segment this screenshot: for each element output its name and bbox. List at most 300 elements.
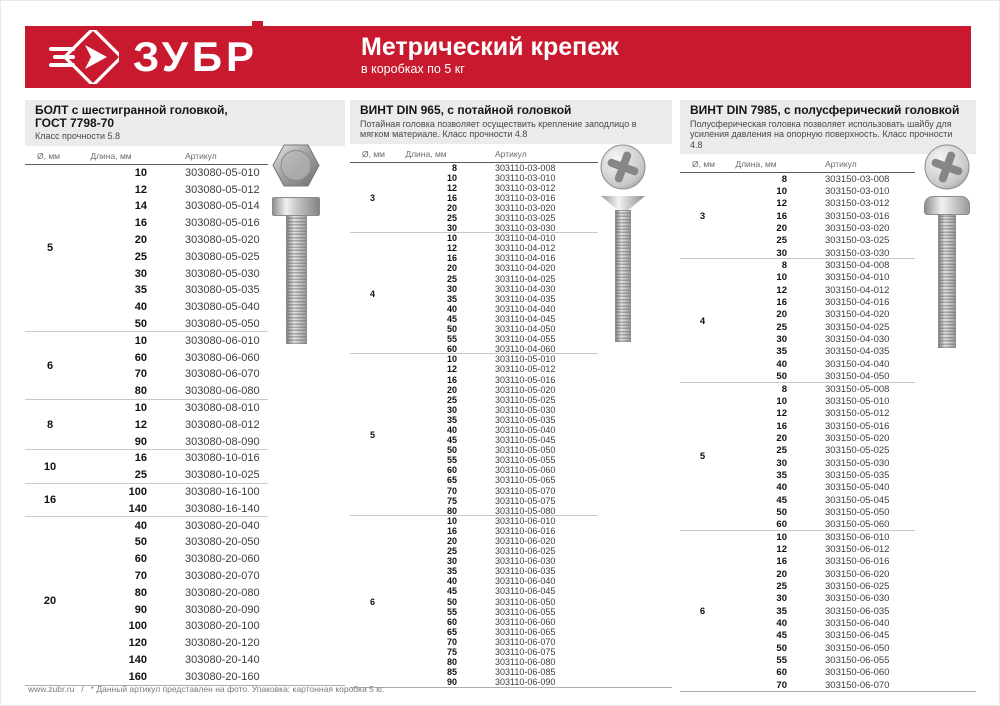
length-value: 45 (776, 494, 787, 506)
table-row (725, 494, 976, 506)
header-title-block (361, 33, 619, 77)
article-value: 303080-06-070 (185, 368, 260, 381)
length-value: 50 (776, 642, 787, 654)
footer-note: * Данный артикул представлен на фото. Упаковка: картонная коробка 5 кг. (90, 684, 385, 694)
hex-head-top-view-icon (271, 143, 321, 188)
length-value: 35 (446, 293, 457, 304)
column-header-diameter: Ø, мм (37, 150, 61, 161)
length-value: 16 (776, 210, 787, 222)
article-value: 303110-06-010 (495, 515, 556, 526)
section-title-line: БОЛТ с шестигранной головкой, (35, 103, 228, 117)
article-value: 303150-06-012 (825, 543, 890, 555)
length-value: 25 (446, 394, 457, 405)
article-value: 303110-06-040 (495, 576, 556, 587)
diameter-value: 20 (43, 595, 57, 608)
length-value: 40 (776, 482, 787, 494)
length-value: 35 (776, 605, 787, 617)
table-row (395, 506, 672, 516)
article-value: 303110-03-010 (495, 172, 556, 183)
length-value: 12 (776, 284, 787, 296)
column-header-length: Длина, мм (735, 159, 777, 169)
article-value: 303150-04-010 (825, 272, 890, 284)
article-value: 303080-05-012 (185, 183, 260, 196)
table-row (395, 627, 672, 637)
table-row (395, 597, 672, 607)
table-row (395, 667, 672, 677)
header-band (25, 26, 971, 88)
section-title-line: ГОСТ 7798-70 (35, 115, 115, 130)
article-value: 303150-05-010 (825, 395, 890, 407)
length-value: 35 (446, 566, 457, 577)
article-value: 303150-05-025 (825, 445, 890, 457)
table-row (395, 465, 672, 475)
article-value: 303080-20-070 (185, 570, 260, 583)
article-value: 303080-05-016 (185, 217, 260, 230)
table-row (75, 484, 345, 501)
length-value: 10 (134, 334, 147, 347)
countersunk-head-side (601, 196, 645, 210)
page-title: Метрический крепеж (361, 33, 619, 61)
length-value: 16 (134, 452, 147, 465)
hex-bolt-head-side (272, 197, 320, 216)
length-value: 120 (128, 637, 147, 650)
length-value: 30 (446, 556, 457, 567)
table-row (725, 630, 976, 642)
length-value: 50 (446, 596, 457, 607)
length-value: 35 (446, 414, 457, 425)
article-value: 303110-06-035 (495, 566, 556, 577)
table-row (725, 593, 976, 605)
length-value: 80 (446, 657, 457, 668)
column-header-length: Длина, мм (90, 150, 132, 161)
table-row (395, 566, 672, 576)
table-row (75, 534, 345, 551)
table-row (725, 482, 976, 494)
table-row (75, 467, 345, 484)
diameter-group (25, 484, 345, 518)
length-value: 140 (128, 502, 147, 515)
length-value: 70 (134, 570, 147, 583)
length-value: 12 (776, 543, 787, 555)
table-row (725, 679, 976, 691)
article-value: 303110-05-025 (495, 394, 556, 405)
length-value: 8 (781, 173, 787, 185)
article-value: 303110-04-060 (495, 344, 556, 355)
article-value: 303150-04-025 (825, 321, 890, 333)
table-row (75, 618, 345, 635)
length-value: 55 (776, 655, 787, 667)
article-value: 303150-03-008 (825, 173, 890, 185)
diameter-group (25, 517, 345, 685)
table-row (725, 580, 976, 592)
article-value: 303110-03-030 (495, 223, 556, 234)
table-row (725, 358, 976, 370)
length-value: 12 (446, 182, 457, 193)
length-value: 30 (776, 457, 787, 469)
article-value: 303080-05-040 (185, 301, 260, 314)
article-value: 303150-06-070 (825, 679, 890, 691)
article-value: 303110-06-065 (495, 626, 556, 637)
diameter-value: 6 (699, 605, 706, 617)
article-value: 303110-04-055 (495, 334, 556, 345)
length-value: 25 (776, 321, 787, 333)
length-value: 30 (446, 223, 457, 234)
table-row (75, 450, 345, 467)
table-row (395, 496, 672, 506)
length-value: 10 (446, 172, 457, 183)
article-value: 303110-04-030 (495, 283, 556, 294)
length-value: 55 (446, 334, 457, 345)
length-value: 25 (776, 235, 787, 247)
article-value: 303150-06-050 (825, 642, 890, 654)
length-value: 12 (134, 418, 147, 431)
article-value: 303080-10-016 (185, 452, 260, 465)
length-value: 10 (446, 354, 457, 365)
footer-separator: / (81, 684, 84, 694)
article-value: 303150-04-016 (825, 297, 890, 309)
section-title-line: ВИНТ DIN 7985, с полусферический головкой (690, 103, 960, 117)
article-value: 303110-03-020 (495, 202, 556, 213)
length-value: 20 (446, 202, 457, 213)
table-row (725, 371, 976, 383)
article-value: 303110-03-008 (495, 162, 556, 173)
article-value: 303080-10-025 (185, 469, 260, 482)
article-value: 303150-06-020 (825, 568, 890, 580)
table-row (395, 486, 672, 496)
length-value: 50 (446, 445, 457, 456)
length-value: 50 (776, 506, 787, 518)
article-value: 303080-20-060 (185, 553, 260, 566)
length-value: 60 (446, 616, 457, 627)
diameter-group (350, 354, 672, 516)
diameter-group (680, 531, 976, 691)
article-value: 303080-05-020 (185, 234, 260, 247)
article-value: 303150-06-030 (825, 593, 890, 605)
table-row (725, 469, 976, 481)
length-value: 60 (776, 667, 787, 679)
length-value: 20 (776, 223, 787, 235)
diameter-value: 4 (369, 288, 375, 299)
length-value: 16 (446, 525, 457, 536)
length-value: 10 (776, 531, 787, 543)
article-value: 303110-05-060 (495, 465, 556, 476)
length-value: 20 (446, 536, 457, 547)
zubr-logo-icon (47, 30, 119, 84)
length-value: 160 (128, 670, 147, 683)
table-row (395, 607, 672, 617)
table-row (395, 385, 672, 395)
article-value: 303110-05-070 (495, 485, 556, 496)
length-value: 30 (776, 334, 787, 346)
length-value: 12 (446, 364, 457, 375)
length-value: 30 (134, 267, 147, 280)
article-value: 303110-06-025 (495, 546, 556, 557)
diameter-value: 10 (43, 460, 57, 473)
article-value: 303150-05-030 (825, 457, 890, 469)
length-value: 40 (446, 303, 457, 314)
table-row (395, 364, 672, 374)
diameter-value: 6 (46, 360, 54, 373)
length-value: 12 (446, 243, 457, 254)
table-row (725, 642, 976, 654)
article-value: 303150-04-050 (825, 371, 890, 383)
length-value: 40 (446, 424, 457, 435)
hex-bolt-threaded-shaft (286, 216, 307, 344)
pan-head-screw-photo (922, 144, 972, 348)
table-row (75, 433, 345, 450)
length-value: 25 (446, 273, 457, 284)
table-row (725, 556, 976, 568)
length-value: 16 (776, 297, 787, 309)
diameter-value: 4 (699, 315, 706, 327)
article-value: 303080-16-140 (185, 502, 260, 515)
article-value: 303080-05-010 (185, 166, 260, 179)
length-value: 16 (446, 253, 457, 264)
article-value: 303110-06-070 (495, 636, 556, 647)
table-row (395, 637, 672, 647)
section-title (690, 104, 966, 117)
table-row (725, 506, 976, 518)
article-value: 303110-05-035 (495, 414, 556, 425)
length-value: 75 (446, 495, 457, 506)
article-value: 303150-06-010 (825, 531, 890, 543)
length-value: 40 (134, 519, 147, 532)
table-row (75, 568, 345, 585)
article-value: 303150-05-016 (825, 420, 890, 432)
table-row (395, 556, 672, 566)
diameter-value: 5 (369, 430, 375, 441)
length-value: 35 (776, 469, 787, 481)
diameter-value: 5 (46, 242, 54, 255)
table-row (395, 516, 672, 526)
table-row (75, 400, 345, 417)
length-value: 35 (134, 284, 147, 297)
diameter-group (680, 383, 976, 531)
length-value: 40 (776, 618, 787, 630)
article-value: 303110-06-030 (495, 556, 556, 567)
length-value: 45 (446, 586, 457, 597)
article-value: 303110-03-012 (495, 182, 556, 193)
article-value: 303150-05-045 (825, 494, 890, 506)
length-value: 25 (134, 469, 147, 482)
length-value: 16 (446, 192, 457, 203)
length-value: 45 (446, 435, 457, 446)
article-value: 303150-04-035 (825, 346, 890, 358)
article-value: 303080-20-160 (185, 670, 260, 683)
column-header-article: Артикул (185, 150, 217, 161)
column-header-length: Длина, мм (405, 148, 447, 159)
article-value: 303110-04-016 (495, 253, 556, 264)
article-value: 303150-06-045 (825, 630, 890, 642)
article-value: 303080-08-010 (185, 402, 260, 415)
diameter-group (25, 400, 345, 450)
table-row (395, 405, 672, 415)
brand-name: ЗУБР (133, 33, 259, 80)
length-value: 40 (134, 301, 147, 314)
length-value: 60 (134, 553, 147, 566)
article-value: 303110-06-080 (495, 657, 556, 668)
length-value: 70 (776, 679, 787, 691)
table-row (725, 543, 976, 555)
diameter-value: 6 (369, 596, 375, 607)
article-value: 303080-08-012 (185, 418, 260, 431)
table-column-headers (350, 144, 598, 163)
diameter-value: 3 (699, 210, 706, 222)
table-row (395, 546, 672, 556)
article-value: 303150-06-040 (825, 618, 890, 630)
article-value: 303150-05-040 (825, 482, 890, 494)
length-value: 20 (776, 309, 787, 321)
article-value: 303110-04-050 (495, 324, 556, 335)
table-row (395, 425, 672, 435)
length-value: 12 (134, 183, 147, 196)
table-row (395, 647, 672, 657)
table-row (75, 584, 345, 601)
length-value: 16 (446, 374, 457, 385)
section-title (360, 104, 662, 117)
article-value: 303110-05-065 (495, 475, 556, 486)
length-value: 10 (134, 166, 147, 179)
article-value: 303080-20-080 (185, 586, 260, 599)
length-value: 60 (446, 465, 457, 476)
article-value: 303110-06-075 (495, 647, 556, 658)
length-value: 25 (776, 445, 787, 457)
table-row (395, 586, 672, 596)
diameter-group (25, 450, 345, 484)
column-header-article: Артикул (825, 159, 857, 169)
length-value: 50 (446, 324, 457, 335)
article-value: 303110-04-040 (495, 303, 556, 314)
article-value: 303080-06-060 (185, 351, 260, 364)
article-value: 303080-08-090 (185, 435, 260, 448)
length-value: 10 (446, 233, 457, 244)
diameter-value: 16 (43, 494, 57, 507)
table-row (725, 432, 976, 444)
article-value: 303080-20-100 (185, 620, 260, 633)
article-value: 303110-05-080 (495, 505, 556, 516)
page-subtitle: в коробках по 5 кг (361, 62, 465, 76)
length-value: 65 (446, 475, 457, 486)
length-value: 20 (776, 568, 787, 580)
article-value: 303080-20-120 (185, 637, 260, 650)
length-value: 50 (776, 371, 787, 383)
table-row (395, 455, 672, 465)
countersunk-screw-photo (598, 144, 648, 342)
length-value: 90 (134, 603, 147, 616)
table-row (725, 519, 976, 531)
article-value: 303080-06-080 (185, 385, 260, 398)
length-value: 12 (776, 198, 787, 210)
length-value: 20 (776, 432, 787, 444)
article-value: 303110-04-012 (495, 243, 556, 254)
length-value: 16 (134, 217, 147, 230)
length-value: 25 (134, 250, 147, 263)
length-value: 8 (781, 383, 787, 395)
table-row (725, 531, 976, 543)
article-value: 303150-04-008 (825, 260, 890, 272)
length-value: 25 (446, 213, 457, 224)
section-header (350, 100, 672, 144)
article-value: 303110-03-016 (495, 192, 556, 203)
table-row (395, 415, 672, 425)
article-value: 303150-05-060 (825, 519, 890, 531)
length-value: 10 (446, 515, 457, 526)
table-row (725, 395, 976, 407)
table-row (725, 445, 976, 457)
section-header (25, 100, 345, 146)
table-row (75, 652, 345, 669)
length-value: 90 (446, 677, 457, 688)
article-value: 303150-05-008 (825, 383, 890, 395)
article-value: 303110-06-085 (495, 667, 556, 678)
article-value: 303110-06-055 (495, 606, 556, 617)
length-value: 35 (776, 346, 787, 358)
table-row (395, 374, 672, 384)
article-value: 303110-05-016 (495, 374, 556, 385)
table-column-headers (25, 146, 268, 165)
table-row (395, 677, 672, 687)
length-value: 80 (134, 385, 147, 398)
table-row (75, 601, 345, 618)
table-row (395, 526, 672, 536)
table-row (395, 475, 672, 485)
article-value: 303080-20-040 (185, 519, 260, 532)
article-value: 303150-05-035 (825, 469, 890, 481)
table-row (725, 383, 976, 395)
table-row (395, 576, 672, 586)
pan-head-side (924, 196, 970, 215)
length-value: 16 (776, 420, 787, 432)
article-value: 303150-03-012 (825, 198, 890, 210)
length-value: 10 (776, 272, 787, 284)
article-value: 303150-06-035 (825, 605, 890, 617)
article-value: 303150-03-025 (825, 235, 890, 247)
article-value: 303080-20-090 (185, 603, 260, 616)
table-row (395, 445, 672, 455)
table-row (725, 420, 976, 432)
article-value: 303110-05-055 (495, 455, 556, 466)
length-value: 20 (446, 384, 457, 395)
article-value: 303110-05-020 (495, 384, 556, 395)
length-value: 30 (776, 593, 787, 605)
article-value: 303150-04-040 (825, 358, 890, 370)
diameter-group (350, 516, 672, 688)
length-value: 10 (776, 395, 787, 407)
article-value: 303080-05-035 (185, 284, 260, 297)
article-value: 303110-04-025 (495, 273, 556, 284)
article-value: 303150-04-030 (825, 334, 890, 346)
table-column-headers (680, 154, 915, 173)
length-value: 10 (134, 402, 147, 415)
length-value: 60 (134, 351, 147, 364)
length-value: 100 (128, 486, 147, 499)
article-value: 303110-03-025 (495, 213, 556, 224)
article-value: 303110-06-020 (495, 536, 556, 547)
phillips-head-top-view-icon (924, 144, 970, 190)
article-value: 303150-03-020 (825, 223, 890, 235)
length-value: 75 (446, 647, 457, 658)
article-value: 303110-06-050 (495, 596, 556, 607)
table-row (395, 435, 672, 445)
length-value: 10 (776, 186, 787, 198)
article-value: 303150-03-010 (825, 186, 890, 198)
length-value: 20 (446, 263, 457, 274)
length-value: 8 (781, 260, 787, 272)
table-row (75, 635, 345, 652)
table-row (75, 668, 345, 685)
length-value: 70 (446, 636, 457, 647)
article-value: 303150-05-050 (825, 506, 890, 518)
